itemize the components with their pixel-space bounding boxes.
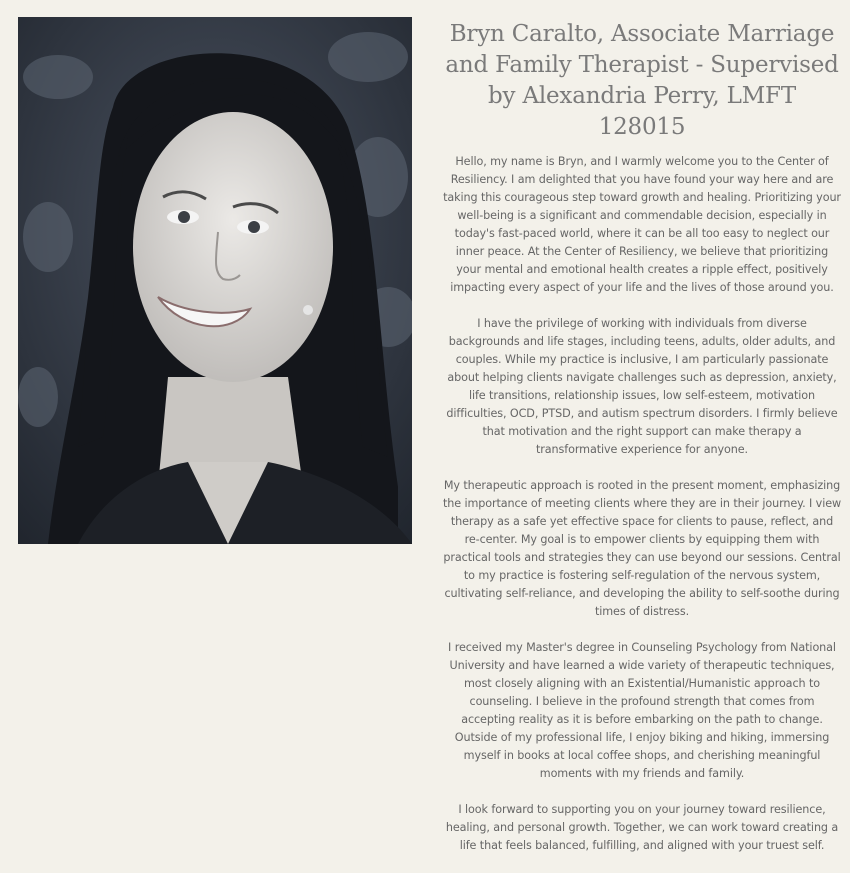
bio-paragraph-clients: I have the privilege of working with individuals from diverse backgrounds and life stages, including teens, adults, older adults, and couples. While my practice is inclusive, I am particularly passionate about helping clients navigate challenges such as depression, anxiety, life transitions, relationship issues, low self-esteem, motivation difficulties, OCD, PTSD, and autism spectrum disorders. I firmly believe that motivation and the right support can make therapy a transformative experience for anyone. xyxy=(446,317,838,456)
bio-paragraph-education: I received my Master's degree in Counseling Psychology from National University and have learned a wide variety of therapeutic techniques, most closely aligning with an Existential/Humanistic approach to counseling. I believe in the profound strength that comes from accepting reality as it is before embarking on the path to change. Outside of my professional life, I enjoy biking and hiking, immersing myself in books at local coffee shops, and cherishing meaningful moments with my friends and family. xyxy=(448,641,836,780)
page-title: Bryn Caralto, Associate Marriage and Family Therapist - Supervised by Alexandria Perry, LMFT 128015 xyxy=(445,21,839,140)
portrait-image xyxy=(18,17,412,544)
bio-paragraph-closing: I look forward to supporting you on your journey toward resilience, healing, and personal growth. Together, we can work toward creating a life that feels balanced, fulfilling, and aligned with your truest self. xyxy=(445,803,839,852)
bio-paragraph-intro: Hello, my name is Bryn, and I warmly welcome you to the Center of Resiliency. I am delighted that you have found your way here and are taking this courageous step toward growth and healing. Prioritizing your well-being is a significant and commendable decision, especially in today's fast-paced world, where it can be all too easy to neglect our inner peace. At the Center of Resiliency, we believe that prioritizing your mental and emotional health creates a ripple effect, positively impacting every aspect of your life and the lives of those around you. xyxy=(443,155,841,294)
profile-photo xyxy=(18,17,412,544)
bio-paragraph-approach: My therapeutic approach is rooted in the present moment, emphasizing the importance of meeting clients where they are in their journey. I view therapy as a safe yet effective space for clients to pause, reflect, and re-center. My goal is to empower clients by equipping them with practical tools and strategies they can use beyond our sessions. Central to my practice is fostering self-regulation of the nervous system, cultivating self-reliance, and developing the ability to self-soothe during times of distress. xyxy=(442,479,842,618)
profile-content xyxy=(442,17,842,873)
